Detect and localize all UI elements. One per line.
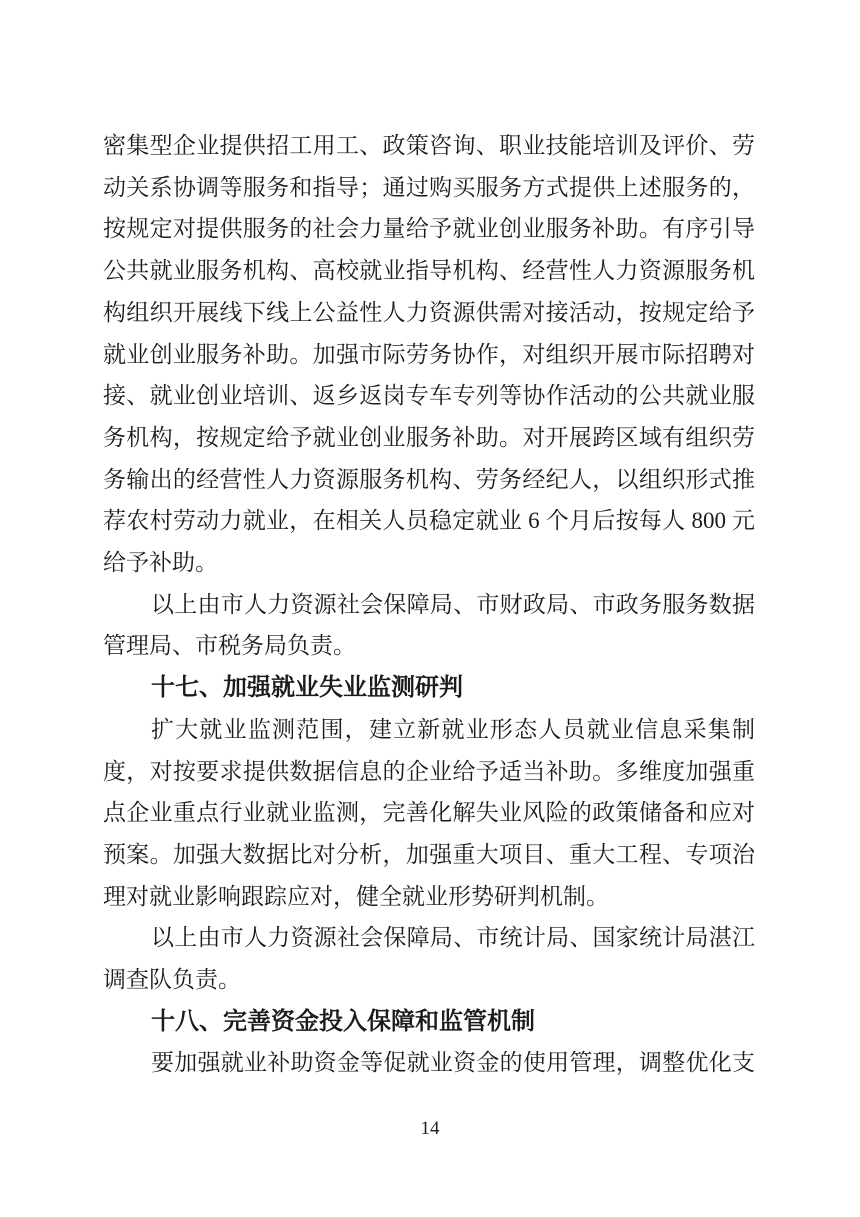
text-line: 按规定对提供服务的社会力量给予就业创业服务补助。有序引导 (103, 216, 755, 242)
page-body (103, 125, 755, 1084)
text-line: 动关系协调等服务和指导；通过购买服务方式提供上述服务的， (103, 174, 755, 200)
text-line: 就业创业服务补助。加强市际劳务协作，对组织开展市际招聘对 (103, 341, 755, 367)
text-line: 给予补助。 (103, 550, 218, 576)
text-line: 要加强就业补助资金等促就业资金的使用管理，调整优化支 (151, 1050, 755, 1076)
responsibility-line: 管理局、市税务局负责。 (103, 633, 356, 659)
responsibility-line: 以上由市人力资源社会保障局、市统计局、国家统计局湛江 (151, 925, 755, 951)
text-line: 务机构，按规定给予就业创业服务补助。对开展跨区域有组织劳 (103, 424, 755, 450)
responsibility-line: 以上由市人力资源社会保障局、市财政局、市政务服务数据 (151, 591, 755, 617)
text-line: 公共就业服务机构、高校就业指导机构、经营性人力资源服务机 (103, 258, 755, 284)
text-line: 预案。加强大数据比对分析，加强重大项目、重大工程、专项治 (103, 841, 755, 867)
text-line: 点企业重点行业就业监测，完善化解失业风险的政策储备和应对 (103, 800, 755, 826)
text-line: 扩大就业监测范围，建立新就业形态人员就业信息采集制 (151, 716, 755, 742)
section-17-heading: 十七、加强就业失业监测研判 (151, 674, 463, 702)
text-line: 构组织开展线下线上公益性人力资源供需对接活动，按规定给予 (103, 299, 755, 325)
text-line: 度，对按要求提供数据信息的企业给予适当补助。多维度加强重 (103, 758, 755, 784)
section-18-heading: 十八、完善资金投入保障和监管机制 (151, 1007, 535, 1035)
text-line: 理对就业影响跟踪应对，健全就业形势研判机制。 (103, 883, 609, 909)
text-line: 务输出的经营性人力资源服务机构、劳务经纪人，以组织形式推 (103, 466, 755, 492)
page-number: 14 (420, 1118, 440, 1139)
text-line: 荐农村劳动力就业，在相关人员稳定就业 6 个月后按每人 800 元 (103, 508, 755, 534)
text-line: 密集型企业提供招工用工、政策咨询、职业技能培训及评价、劳 (103, 133, 755, 158)
responsibility-line: 调查队负责。 (103, 967, 241, 993)
text-line: 接、就业创业培训、返乡返岗专车专列等协作活动的公共就业服 (103, 383, 755, 409)
